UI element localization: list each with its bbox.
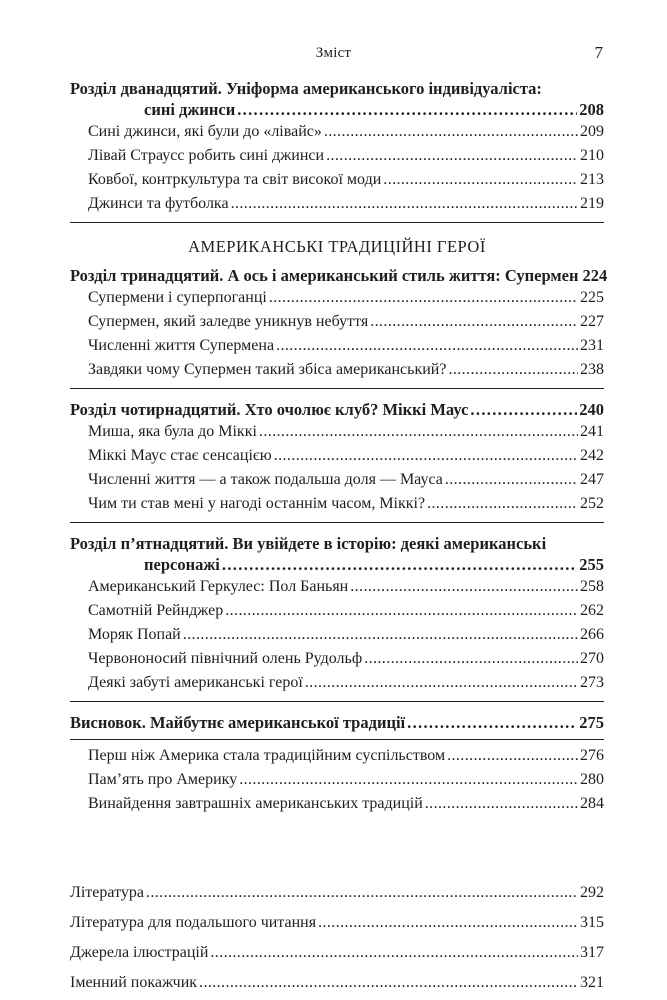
toc-entry[interactable]	[88, 168, 604, 192]
toc-entry[interactable]	[88, 792, 604, 816]
toc-entry[interactable]	[88, 744, 604, 768]
dot-leader	[326, 144, 578, 168]
entry-title: Самотній Рейнджер	[88, 602, 224, 619]
entry-title: Винайдення завтрашніх американських традицій	[88, 795, 423, 812]
chapter-title: Розділ тринадцятий. А ось і американський стиль життя: Супермен	[70, 266, 579, 285]
entry-title: Деякі забуті американські герої	[88, 674, 303, 691]
dot-leader	[237, 99, 577, 120]
toc-entry[interactable]	[88, 575, 604, 599]
chapter-title: Висновок. Майбутнє американської традиції	[70, 713, 406, 732]
chapter-title-last: сині джинси	[144, 100, 236, 119]
toc-entry[interactable]	[88, 599, 604, 623]
chapter-page: 208	[579, 100, 604, 119]
entry-page: 225	[580, 289, 604, 306]
entry-title: Супермен, який заледве уникнув небуття	[88, 313, 369, 330]
back-matter-page: 317	[580, 944, 604, 961]
entry-page: 238	[580, 361, 604, 378]
dot-leader	[445, 468, 578, 492]
dot-leader	[364, 647, 578, 671]
chapter-heading[interactable]	[70, 78, 604, 120]
back-matter-title: Іменний покажчик	[70, 974, 198, 991]
entry-title: Червононосий північний олень Рудольф	[88, 650, 363, 667]
table-of-contents	[70, 78, 608, 998]
entry-page: 242	[580, 447, 604, 464]
entry-title: Перш ніж Америка стала традиційним суспільством	[88, 747, 446, 764]
entry-page: 252	[580, 495, 604, 512]
conclusion	[70, 712, 604, 822]
entry-title: Американський Геркулес: Пол Баньян	[88, 578, 349, 595]
entry-page: 266	[580, 626, 604, 643]
entry-title: Численні життя Супермена	[88, 337, 275, 354]
chapter-heading[interactable]	[70, 265, 608, 286]
toc-entry[interactable]	[88, 144, 604, 168]
entry-page: 213	[580, 171, 604, 188]
chapter-title-line: Розділ дванадцятий. Уніформа американського індивідуаліста:	[70, 79, 542, 98]
entry-page: 210	[580, 147, 604, 164]
chapter-page: 275	[579, 713, 604, 732]
chapter-title-last: персонажі	[144, 555, 220, 574]
back-matter-page: 292	[580, 884, 604, 901]
chapter-14	[70, 399, 604, 523]
back-matter-entry[interactable]	[70, 938, 604, 968]
dot-leader	[276, 334, 578, 358]
running-head: Зміст	[315, 45, 352, 61]
entry-page: 270	[580, 650, 604, 667]
entry-page: 231	[580, 337, 604, 354]
dot-leader	[269, 286, 578, 310]
dot-leader	[318, 908, 578, 938]
entry-page: 227	[580, 313, 604, 330]
entry-title: Чим ти став мені у нагоді останнім часом, Міккі?	[88, 495, 426, 512]
back-matter-title: Література для подальшого читання	[70, 914, 317, 931]
section-heading: АМЕРИКАНСЬКІ ТРАДИЦІЙНІ ГЕРОЇ	[188, 237, 486, 256]
entry-page: 219	[580, 195, 604, 212]
dot-leader	[350, 575, 578, 599]
toc-entry[interactable]	[88, 623, 604, 647]
toc-entry[interactable]	[88, 671, 604, 695]
back-matter-entry[interactable]	[70, 968, 604, 998]
toc-entry[interactable]	[88, 286, 604, 310]
entry-title: Міккі Маус стає сенсацією	[88, 447, 272, 464]
dot-leader	[427, 492, 578, 516]
dot-leader	[370, 310, 578, 334]
toc-entry[interactable]	[88, 120, 604, 144]
entry-title: Джинси та футболка	[88, 195, 229, 212]
back-matter-page: 315	[580, 914, 604, 931]
dot-leader	[305, 671, 578, 695]
chapter-page: 240	[579, 400, 604, 419]
back-matter-entry[interactable]	[70, 908, 604, 938]
dot-leader	[199, 968, 578, 998]
toc-entry[interactable]	[88, 468, 604, 492]
entry-title: Сині джинси, які були до «лівайс»	[88, 123, 322, 140]
back-matter-title: Джерела ілюстрацій	[70, 944, 209, 961]
chapter-heading[interactable]	[70, 712, 604, 740]
dot-leader	[225, 599, 578, 623]
entry-title: Моряк Попай	[88, 626, 181, 643]
entry-title: Ковбої, контркультура та світ високої моди	[88, 171, 382, 188]
back-matter-title: Література	[70, 884, 144, 901]
dot-leader	[425, 792, 578, 816]
dot-leader	[231, 192, 578, 216]
toc-entry[interactable]	[88, 420, 604, 444]
entry-title: Численні життя — а також подальша доля — Мауса	[88, 471, 443, 488]
toc-entry[interactable]	[88, 768, 604, 792]
chapter-page: 255	[579, 555, 604, 574]
entry-page: 276	[580, 747, 604, 764]
chapter-13	[70, 265, 608, 389]
dot-leader	[146, 878, 578, 908]
back-matter-entry[interactable]	[70, 878, 604, 908]
dot-leader	[447, 744, 578, 768]
entry-title: Миша, яка була до Міккі	[88, 423, 257, 440]
toc-entry[interactable]	[88, 310, 604, 334]
back-matter-page: 321	[580, 974, 604, 991]
chapter-12	[70, 78, 604, 223]
entry-title: Лівай Страусс робить сині джинси	[88, 147, 325, 164]
entry-page: 273	[580, 674, 604, 691]
chapter-15	[70, 533, 604, 702]
dot-leader	[407, 712, 577, 733]
page-number: 7	[594, 43, 603, 62]
toc-entry[interactable]	[88, 192, 604, 216]
chapter-title: Розділ чотирнадцятий. Хто очолює клуб? Міккі Маус	[70, 400, 469, 419]
dot-leader	[274, 444, 578, 468]
chapter-title-line: Розділ п’ятнадцятий. Ви увійдете в історію: деякі американські	[70, 534, 547, 553]
toc-entry[interactable]	[88, 647, 604, 671]
dot-leader	[324, 120, 578, 144]
entry-page: 280	[580, 771, 604, 788]
entry-page: 262	[580, 602, 604, 619]
dot-leader	[239, 768, 578, 792]
entry-page: 258	[580, 578, 604, 595]
entry-page: 247	[580, 471, 604, 488]
dot-leader	[210, 938, 578, 968]
chapter-heading[interactable]	[70, 533, 604, 575]
toc-entry[interactable]	[88, 492, 604, 516]
entry-title: Завдяки чому Супермен такий збіса американський?	[88, 361, 447, 378]
dot-leader	[222, 554, 577, 575]
chapter-page: 224	[582, 266, 608, 285]
entry-page: 284	[580, 795, 604, 812]
toc-entry[interactable]	[88, 334, 604, 358]
dot-leader	[448, 358, 578, 382]
entry-title: Пам’ять про Америку	[88, 771, 238, 788]
dot-leader	[183, 623, 578, 647]
toc-entry[interactable]	[88, 444, 604, 468]
chapter-heading[interactable]	[70, 399, 604, 420]
entry-page: 241	[580, 423, 604, 440]
toc-entry[interactable]	[88, 358, 604, 382]
dot-leader	[259, 420, 578, 444]
entry-title: Супермени і суперпоганці	[88, 289, 267, 306]
entry-page: 209	[580, 123, 604, 140]
dot-leader	[383, 168, 578, 192]
dot-leader	[470, 399, 577, 420]
